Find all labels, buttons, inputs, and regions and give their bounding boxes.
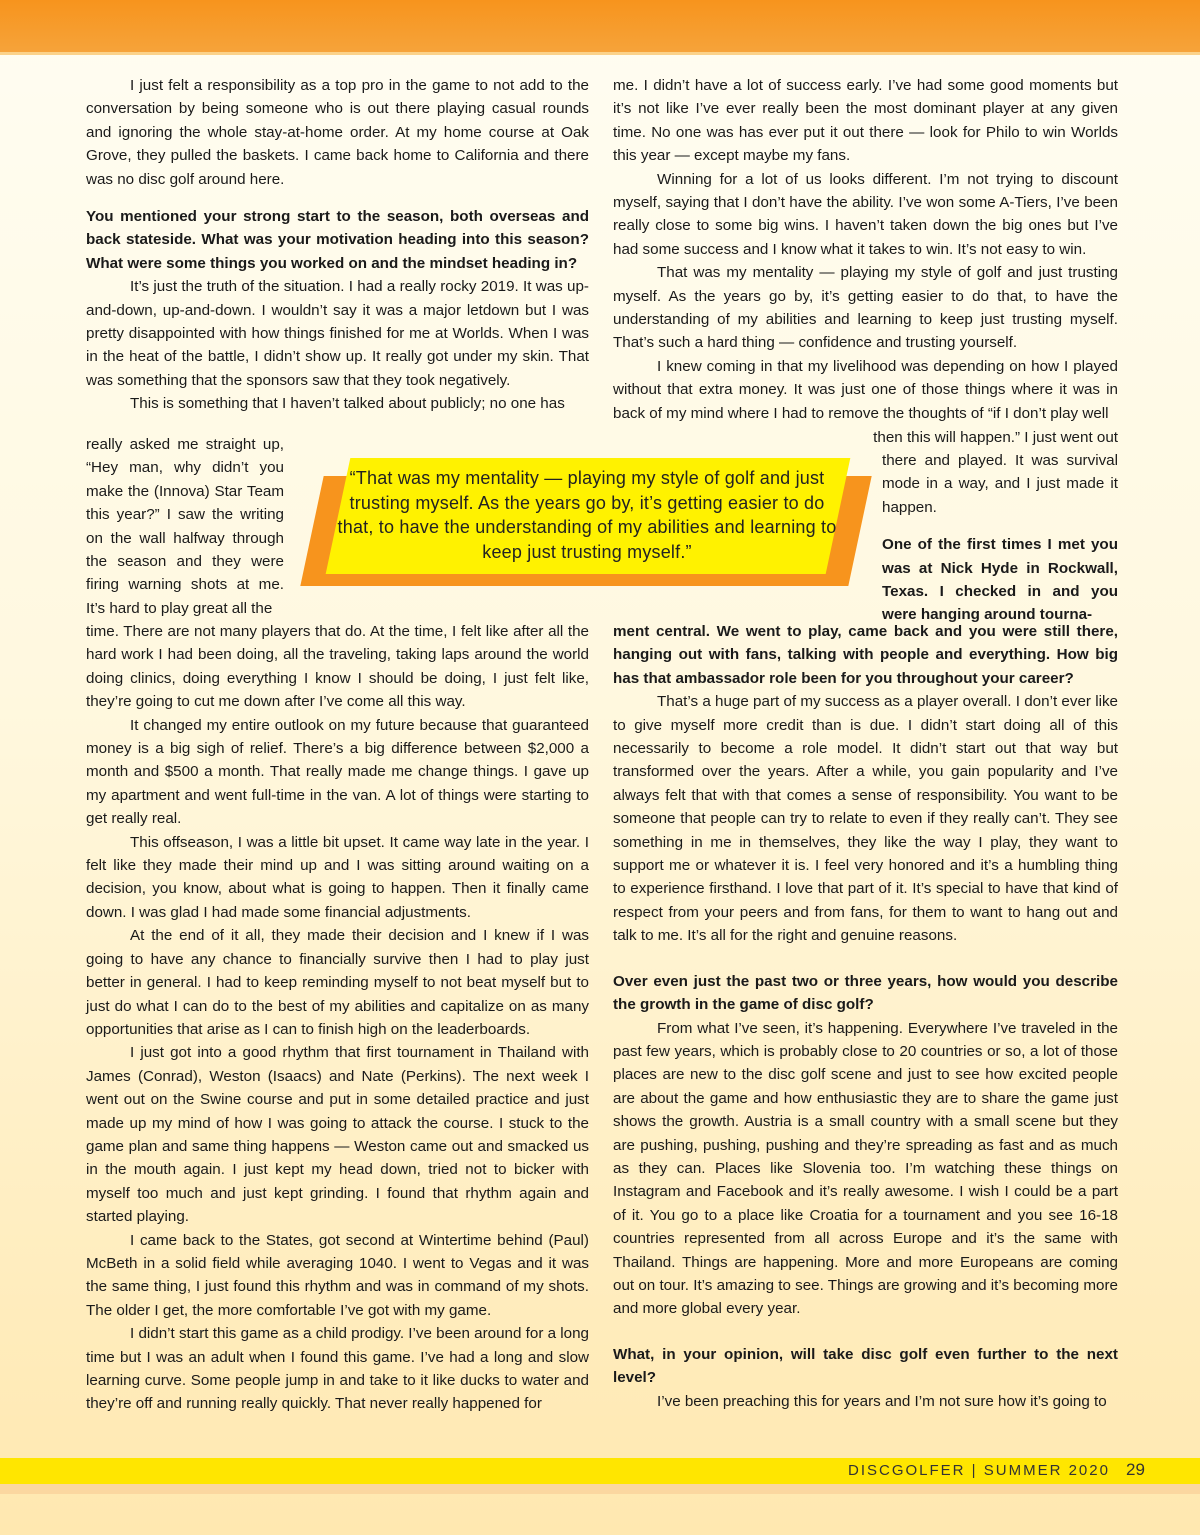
top-color-band [0, 0, 1200, 52]
paragraph: It’s just the truth of the situation. I had a really rocky 2019. It was up-and-down, up-and-down. I wouldn’t say it was a major letdown but I was pretty disappointed with how things finished for me at Worlds. When I was in the heat of the battle, I didn’t show up. It really got under my skin. That was something that the sponsors saw that they took negatively. [86, 278, 589, 389]
paragraph: It changed my entire outlook on my future because that guaranteed money is a big sigh of relief. There’s a big difference between $2,000 a month and $500 a month. That really made me change things. I gave up my apartment and went full-time in the van. A lot of things were starting to get really real. [86, 716, 589, 828]
right-wrap-text [882, 449, 1118, 627]
paragraph: That was my mentality — playing my style of golf and just trusting myself. As the years go by, it’s getting easier to do that, to have the understanding of my abilities and learning to keep just trusting myself. That’s such a hard thing — confidence and trusting yourself. [613, 264, 1118, 352]
paragraph: I didn’t start this game as a child prodigy. I’ve been around for a long time but I was an adult when I found this game. I’ve had a long and slow learning curve. Some people jump in and take to it like ducks to water and they’re off and running really quickly. That never really happened for [86, 1325, 589, 1413]
paragraph: time. There are not many players that do. At the time, I felt like after all the hard work I had been doing, all the traveling, taking laps around the world doing clinics, doing everything I know I should be doing, I just felt like, they’re going to cut me down after I’ve come all this way. [86, 623, 589, 711]
paragraph: That’s a huge part of my success as a player overall. I don’t ever like to give myself more credit than is due. I didn’t start doing all of this necessarily to become a role model. It didn’t start out that way but transformed over the years. After a while, you gain popularity and I’ve always felt that with that comes a sense of responsibility. You want to be someone that people can try to relate to even if they really can’t. They see something in me in themselves, they like the way I play, they want to support me or whatever it is. I feel very honored and it’s a humbling thing to experience firsthand. I love that part of it. It’s special to have that kind of respect from your peers and from fans, for them to want to hang out and talk to me. It’s all for the right and genuine reasons. [613, 693, 1118, 945]
paragraph: I knew coming in that my livelihood was depending on how I played without that extra money. It was just one of those things where it was in back of my mind where I had to remove the thoughts of “if I don’t play well [613, 357, 1118, 422]
paragraph: really asked me straight up, “Hey man, why didn’t you make the (Innova) Star Team this year?” I saw the writing on the wall halfway through the season and they were firing warning shots at me. It’s hard to play great all the [86, 436, 284, 617]
paragraph: At the end of it all, they made their decision and I knew if I was going to have any chance to financially survive then I had to play just better in general. I had to keep reminding myself to not beat myself but to just do what I can do to the best of my abilities and capitalize on as many opportunities that arise as I can to finish high on the leaderboards. [86, 927, 589, 1038]
interview-question: You mentioned your strong start to the season, both overseas and back stateside. What was your motivation heading into this season? What were some things you worked on and the mindset heading in? [86, 208, 589, 272]
right-column-top [613, 74, 1118, 425]
footer-shadow [0, 1484, 1200, 1494]
paragraph: me. I didn’t have a lot of success early. I’ve had some good moments but it’s not like I’ve ever really been the most dominant player at any given time. No one was has ever put it out there — look for Philo to win Worlds this year — except maybe my fans. [613, 77, 1118, 165]
interview-question: Over even just the past two or three years, how would you describe the growth in the game of disc golf? [613, 972, 1118, 1014]
paragraph: This offseason, I was a little bit upset. It came way late in the year. I felt like they made their mind up and I was sitting around waiting on a decision, you know, about what is going to happen. Then it finally came down. I was glad I had made some financial adjustments. [86, 833, 589, 921]
interview-question: One of the first times I met you was at Nick Hyde in Rockwall, Texas. I checked in and you were hanging around tourna- [882, 536, 1118, 624]
interview-question: What, in your opinion, will take disc golf even further to the next level? [613, 1345, 1118, 1387]
publication-name: DISCGOLFER | SUMMER 2020 [848, 1462, 1110, 1479]
top-band-highlight [0, 52, 1200, 55]
interview-question: ment central. We went to play, came back and you were still there, hanging out with fans, talking with people and everything. How big has that ambassador role been for you throughout your career? [613, 623, 1118, 687]
right-column-bottom [613, 620, 1118, 1413]
right-wrap-line: then this will happen.” I just went out [873, 429, 1118, 446]
paragraph: I’ve been preaching this for years and I’m not sure how it’s going to [657, 1392, 1107, 1410]
pull-quote: “That was my mentality — playing my style of golf and just trusting myself. As the years go by, it’s getting easier to do that, to have the understanding of my abilities and learning to keep just trusting myself.” [337, 468, 837, 562]
left-column-top [86, 74, 589, 416]
paragraph: This is something that I haven’t talked about publicly; no one has [130, 395, 565, 413]
paragraph: there and played. It was survival mode in a way, and I just made it happen. [882, 452, 1118, 516]
left-column-bottom [86, 620, 589, 1416]
paragraph: I came back to the States, got second at Wintertime behind (Paul) McBeth in a solid field while averaging 1040. I went to Vegas and it was the same thing, I just found this rhythm and was in command of my shots. The older I get, the more comfortable I’ve got with my game. [86, 1231, 589, 1319]
paragraph: I just got into a good rhythm that first tournament in Thailand with James (Conrad), Weston (Isaacs) and Nate (Perkins). The next week I went out on the Swine course and put in some detailed practice and just made up my mind of how I was going to attack the course. I stuck to the game plan and same thing happens — Weston came out and smacked us in the mouth again. I just kept my head down, tried not to bicker with myself too much and just kept grinding. I found that rhythm again and started playing. [86, 1044, 589, 1226]
left-wrap-text [86, 433, 284, 620]
paragraph: I just felt a responsibility as a top pro in the game to not add to the conversation by being someone who is out there playing casual rounds and ignoring the whole stay-at-home order. At my home course at Oak Grove, they pulled the baskets. I came back home to California and there was no disc golf around here. [86, 77, 589, 188]
paragraph: Winning for a lot of us looks different. I’m not trying to discount myself, saying that I don’t have the ability. I’ve won some A-Tiers, I’ve been really close to some big wins. I haven’t taken down the big ones but I’ve had some success and I know what it takes to win. It’s not easy to win. [613, 170, 1118, 258]
page-number: 29 [1126, 1460, 1145, 1479]
paragraph: From what I’ve seen, it’s happening. Everywhere I’ve traveled in the past few years, which is probably close to 20 countries or so, a lot of those places are new to the disc golf scene and just to see how excited people are about the game and how enthusiastic they are to share the game just shows the growth. Austria is a small country with a small scene but they are pushing, pushing, pushing and they’re spreading as fast and as much as they can. Places like Slovenia too. I’m watching these things on Instagram and Facebook and it’s really awesome. I wish I could be a part of it. You go to a place like Croatia for a tournament and you see 16-18 countries represented from all across Europe and it’s the same with Thailand. Things are happening. More and more Europeans are coming out on tour. It’s amazing to see. Things are growing and it’s becoming more and more global every year. [613, 1019, 1118, 1318]
